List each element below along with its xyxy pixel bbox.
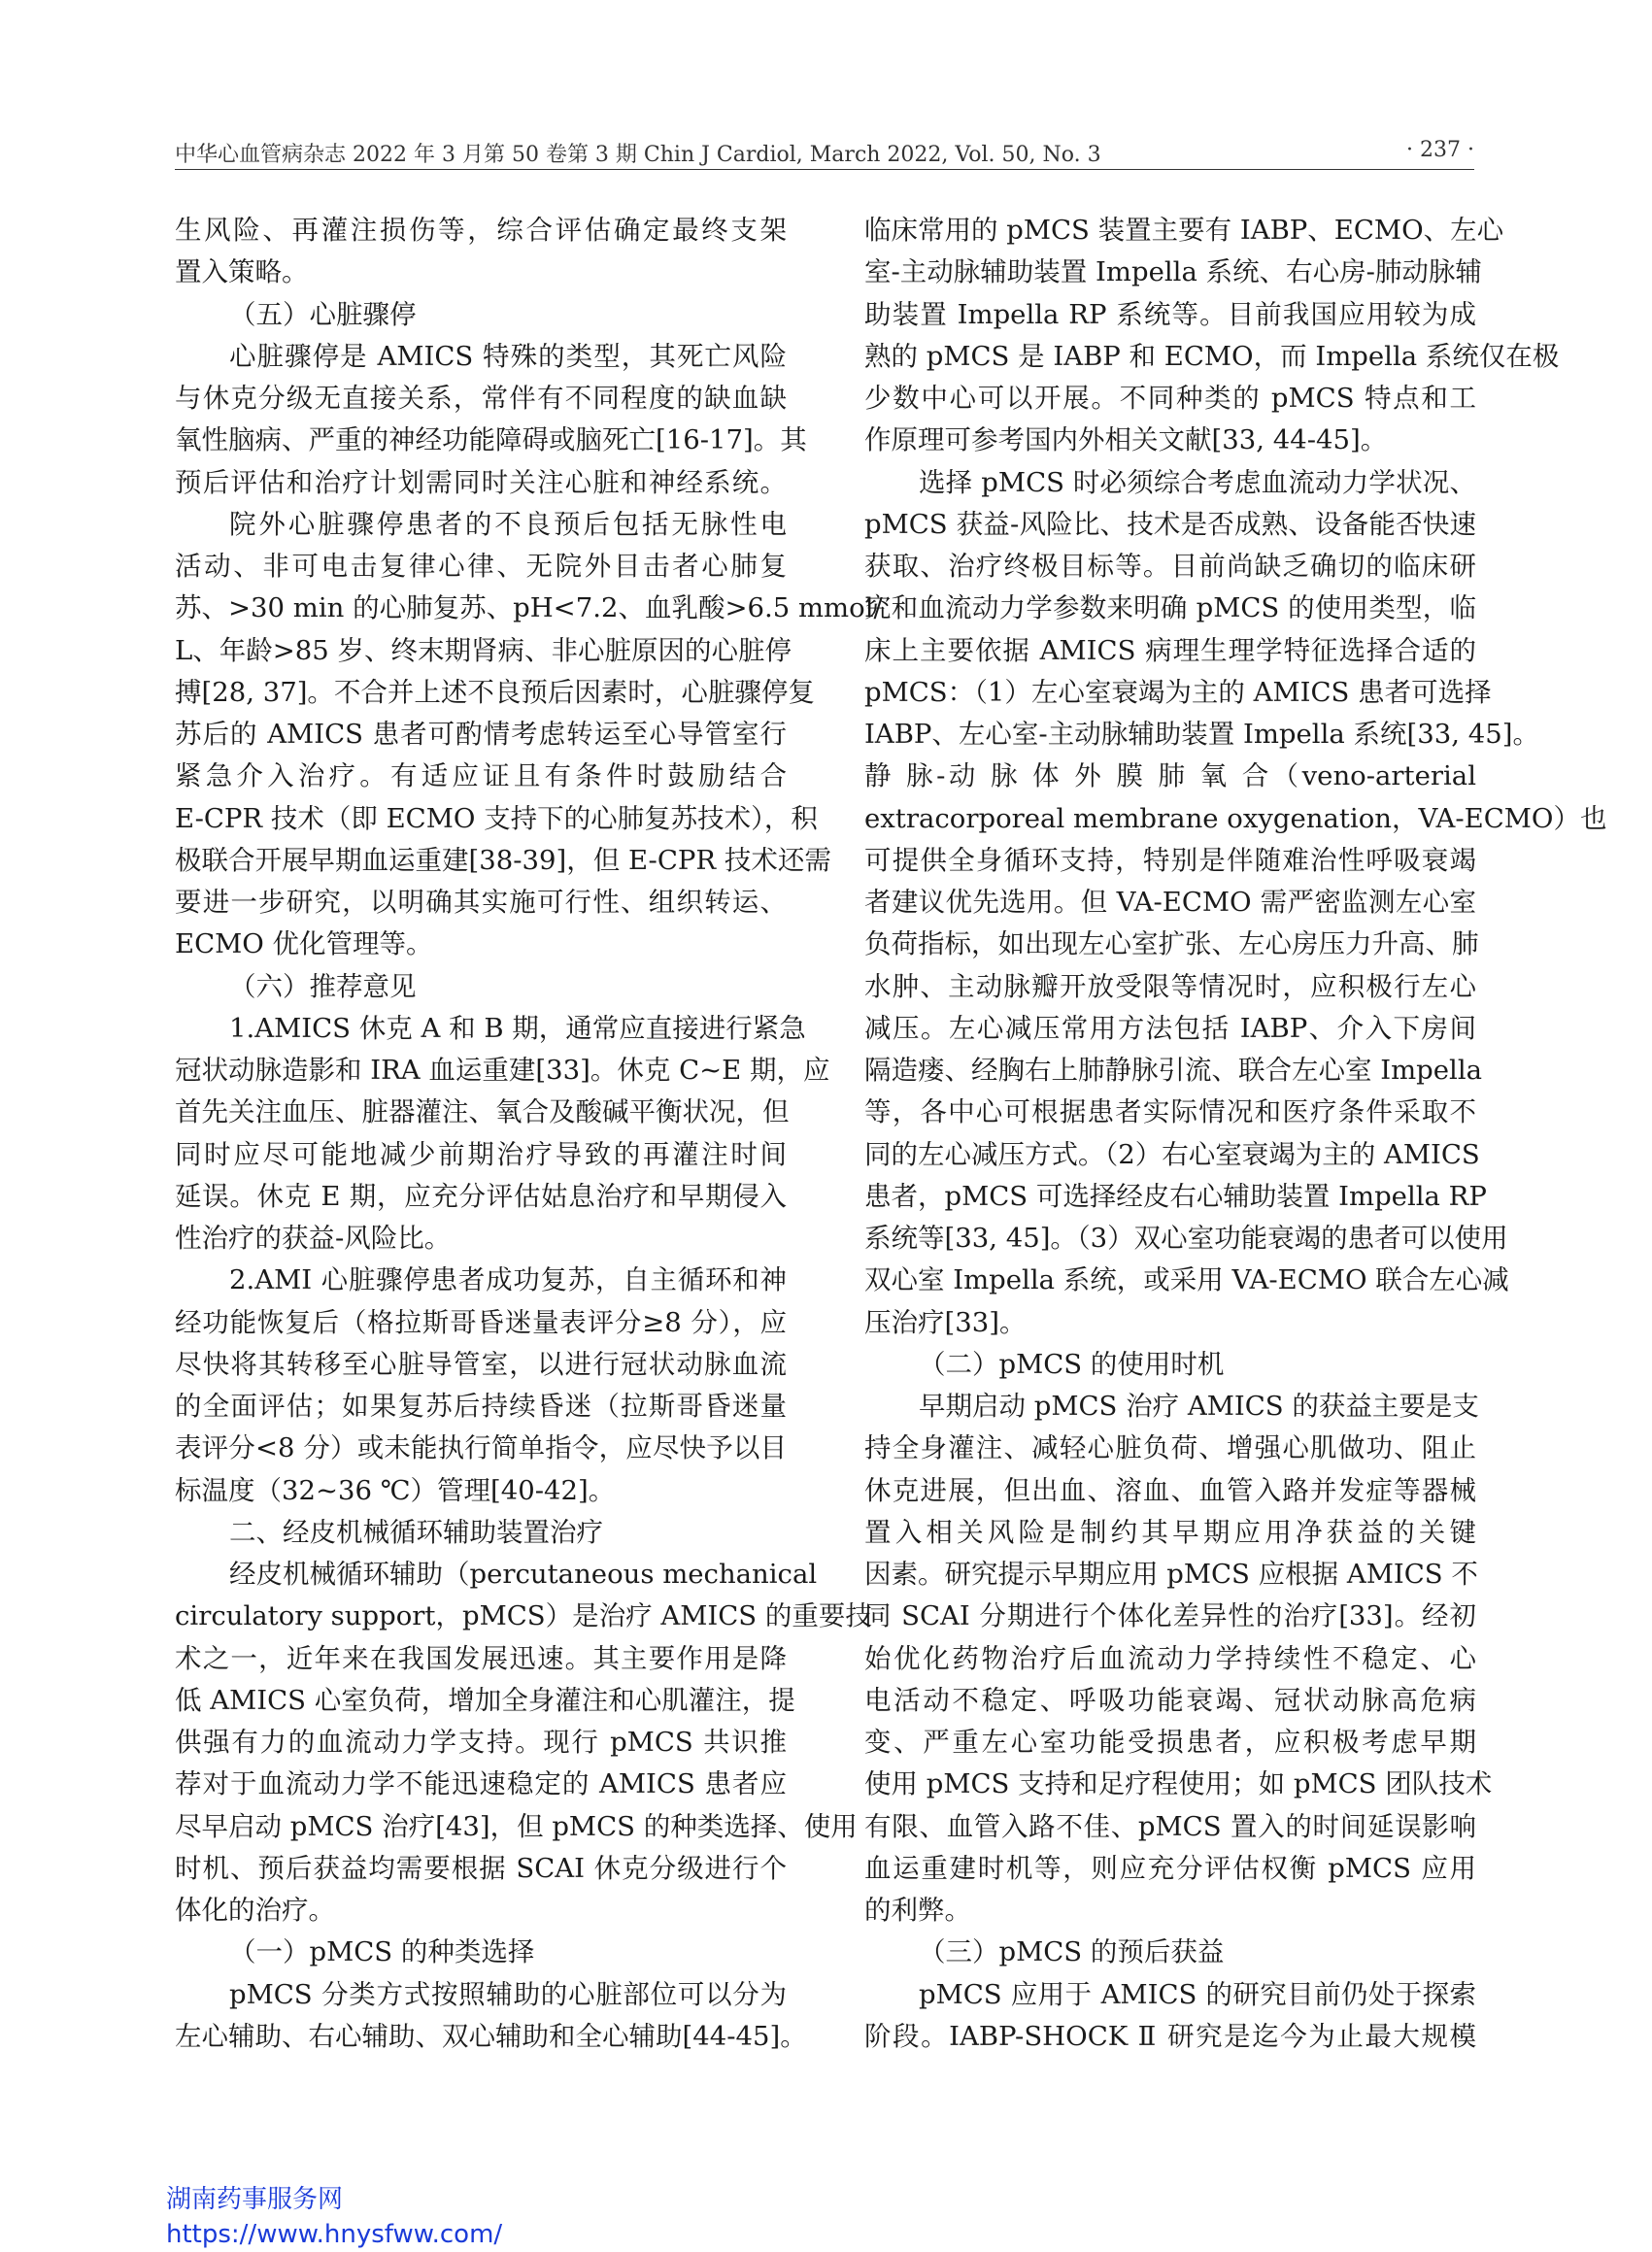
body-line: 1.AMICS 休克 A 和 B 期，通常应直接进行紧急 — [229, 1012, 806, 1044]
subsection-heading: （一）pMCS 的种类选择 — [229, 1936, 535, 1968]
subsection-heading: （三）pMCS 的预后获益 — [919, 1936, 1225, 1968]
body-line: 标温度（32~36 ℃）管理[40-42]。 — [175, 1474, 616, 1506]
body-line: 预后评估和治疗计划需同时关注心脏和神经系统。 — [175, 466, 787, 498]
section-heading: 二、经皮机械循环辅助装置治疗 — [229, 1516, 603, 1548]
body-line: 因素。研究提示早期应用 pMCS 应根据 AMICS 不 — [864, 1559, 1478, 1590]
body-line: 同的左心减压方式。（2）右心室衰竭为主的 AMICS — [864, 1138, 1480, 1170]
body-line: pMCS 获益-风险比、技术是否成熟、设备能否快速 — [864, 508, 1476, 540]
body-line: 隔造瘘、经胸右上肺静脉引流、联合左心室 Impella — [864, 1055, 1483, 1086]
body-line: pMCS 应用于 AMICS 的研究目前仍处于探索 — [919, 1978, 1476, 2010]
running-header — [175, 130, 1474, 169]
body-line: 者建议优先选用。但 VA-ECMO 需严密监测左心室 — [864, 887, 1476, 918]
right-column — [864, 210, 1607, 2058]
body-line: 置入策略。 — [175, 256, 309, 288]
subsection-heading: （六）推荐意见 — [229, 970, 417, 1002]
subsection-heading: （二）pMCS 的使用时机 — [919, 1348, 1225, 1380]
page-number: · 237 · — [1406, 138, 1474, 162]
body-line: 始优化药物治疗后血流动力学持续性不稳定、心 — [864, 1642, 1476, 1674]
body-line: 阶段。IABP-SHOCK Ⅱ 研究是迄今为止最大规模 — [864, 2020, 1476, 2052]
journal-citation: 中华心血管病杂志 2022 年 3 月第 50 卷第 3 期 Chin J Cardiol, March 2022, Vol. 50, No. 3 — [175, 143, 1101, 167]
body-line: 的全面评估；如果复苏后持续昏迷（拉斯哥昏迷量 — [175, 1391, 787, 1422]
body-line: 首先关注血压、脏器灌注、氧合及酸碱平衡状况，但 — [175, 1096, 790, 1128]
body-line: 与休克分级无直接关系，常伴有不同程度的缺血缺 — [175, 383, 787, 414]
body-line: 选择 pMCS 时必须综合考虑血流动力学状况、 — [919, 466, 1476, 498]
body-line: 电活动不稳定、呼吸功能衰竭、冠状动脉高危病 — [864, 1684, 1476, 1716]
watermark-url-link[interactable]: https://www.hnysfww.com/ — [166, 2220, 503, 2249]
body-line: 究和血流动力学参数来明确 pMCS 的使用类型，临 — [864, 592, 1476, 624]
body-line: 室-主动脉辅助装置 Impella 系统、右心房-肺动脉辅 — [864, 256, 1482, 288]
body-line: extracorporeal membrane oxygenation，VA-ECMO）也 — [864, 802, 1607, 834]
body-line: 可提供全身循环支持，特别是伴随难治性呼吸衰竭 — [864, 844, 1476, 876]
body-line: 同时应尽可能地减少前期治疗导致的再灌注时间 — [175, 1138, 787, 1170]
body-line: 尽快将其转移至心脏导管室，以进行冠状动脉血流 — [175, 1348, 787, 1380]
body-line: 活动、非可电击复律心律、无院外目击者心肺复 — [175, 551, 787, 582]
body-line: 搏[28, 37]。不合并上述不良预后因素时，心脏骤停复 — [175, 676, 815, 708]
body-line: 的利弊。 — [864, 1895, 971, 1926]
body-line: 持全身灌注、减轻心脏负荷、增强心肌做功、阻止 — [864, 1432, 1476, 1464]
body-line: 院外心脏骤停患者的不良预后包括无脉性电 — [229, 508, 787, 540]
body-line: 供强有力的血流动力学支持。现行 pMCS 共识推 — [175, 1727, 787, 1758]
body-line: 临床常用的 pMCS 装置主要有 IABP、ECMO、左心 — [864, 215, 1504, 246]
body-line: 极联合开展早期血运重建[38-39]，但 E-CPR 技术还需 — [175, 844, 831, 876]
body-line: 氧性脑病、严重的神经功能障碍或脑死亡[16-17]。其 — [175, 424, 807, 456]
body-line: 2.AMI 心脏骤停患者成功复苏，自主循环和神 — [229, 1264, 787, 1296]
body-line: 苏后的 AMICS 患者可酌情考虑转运至心导管室行 — [175, 719, 787, 750]
body-line: 作原理可参考国内外相关文献[33, 44-45]。 — [864, 424, 1388, 456]
body-line: 同 SCAI 分期进行个体化差异性的治疗[33]。经初 — [864, 1600, 1476, 1632]
body-line: 延误。休克 E 期，应充分评估姑息治疗和早期侵入 — [175, 1180, 787, 1212]
left-column — [175, 210, 883, 2058]
body-line: 少数中心可以开展。不同种类的 pMCS 特点和工 — [864, 383, 1476, 414]
body-line: 双心室 Impella 系统，或采用 VA-ECMO 联合左心减 — [864, 1264, 1509, 1296]
body-line: 荐对于血流动力学不能迅速稳定的 AMICS 患者应 — [175, 1768, 787, 1800]
body-line: pMCS 分类方式按照辅助的心脏部位可以分为 — [229, 1978, 787, 2010]
body-line: 时机、预后获益均需要根据 SCAI 休克分级进行个 — [175, 1852, 787, 1884]
body-line: 使用 pMCS 支持和足疗程使用；如 pMCS 团队技术 — [864, 1768, 1493, 1800]
body-line: 要进一步研究，以明确其实施可行性、组织转运、 — [175, 887, 787, 918]
body-line: 等，各中心可根据患者实际情况和医疗条件采取不 — [864, 1096, 1476, 1128]
body-line: E-CPR 技术（即 ECMO 支持下的心肺复苏技术），积 — [175, 802, 818, 834]
body-line: 术之一，近年来在我国发展迅速。其主要作用是降 — [175, 1642, 787, 1674]
body-line: 血运重建时机等，则应充分评估权衡 pMCS 应用 — [864, 1852, 1476, 1884]
body-line: 床上主要依据 AMICS 病理生理学特征选择合适的 — [864, 634, 1476, 666]
body-line: 表评分<8 分）或未能执行简单指令，应尽快予以目 — [175, 1432, 787, 1464]
body-line: 低 AMICS 心室负荷，增加全身灌注和心肌灌注，提 — [175, 1684, 795, 1716]
body-line: 生风险、再灌注损伤等，综合评估确定最终支架 — [175, 215, 787, 246]
body-line: 水肿、主动脉瓣开放受限等情况时，应积极行左心 — [864, 970, 1476, 1002]
body-line: 尽早启动 pMCS 治疗[43]，但 pMCS 的种类选择、使用 — [175, 1810, 858, 1842]
body-line: 静 脉-动 脉 体 外 膜 肺 氧 合（veno-arterial — [864, 760, 1476, 792]
body-line: 熟的 pMCS 是 IABP 和 ECMO，而 Impella 系统仅在极 — [864, 340, 1560, 372]
body-line: 压治疗[33]。 — [864, 1306, 1027, 1338]
site-watermark — [166, 2182, 502, 2252]
watermark-site-name: 湖南药事服务网 — [166, 2185, 344, 2214]
body-line: 体化的治疗。 — [175, 1895, 335, 1926]
body-line: 性治疗的获益-风险比。 — [175, 1223, 452, 1254]
body-line: 心脏骤停是 AMICS 特殊的类型，其死亡风险 — [229, 340, 787, 372]
body-line: circulatory support，pMCS）是治疗 AMICS 的重要技 — [175, 1600, 872, 1632]
body-line: 紧急介入治疗。有适应证且有条件时鼓励结合 — [175, 760, 787, 792]
body-line: 减压。左心减压常用方法包括 IABP、介入下房间 — [864, 1012, 1476, 1044]
body-line: IABP、左心室-主动脉辅助装置 Impella 系统[33, 45]。 — [864, 719, 1539, 750]
body-line: 助装置 Impella RP 系统等。目前我国应用较为成 — [864, 298, 1476, 330]
body-line: 冠状动脉造影和 IRA 血运重建[33]。休克 C~E 期，应 — [175, 1055, 830, 1086]
body-line: 获取、治疗终极目标等。目前尚缺乏确切的临床研 — [864, 551, 1476, 582]
body-line: pMCS：（1）左心室衰竭为主的 AMICS 患者可选择 — [864, 676, 1492, 708]
body-line: L、年龄>85 岁、终末期肾病、非心脏原因的心脏停 — [175, 634, 792, 666]
body-line: 早期启动 pMCS 治疗 AMICS 的获益主要是支 — [919, 1391, 1479, 1422]
body-line: 系统等[33, 45]。（3）双心室功能衰竭的患者可以使用 — [864, 1223, 1508, 1254]
body-line: 经皮机械循环辅助（percutaneous mechanical — [229, 1559, 818, 1590]
body-line: 左心辅助、右心辅助、双心辅助和全心辅助[44-45]。 — [175, 2020, 807, 2052]
body-line: 置入相关风险是制约其早期应用净获益的关键 — [864, 1516, 1476, 1548]
body-line: 有限、血管入路不佳、pMCS 置入的时间延误影响 — [864, 1810, 1476, 1842]
header-rule — [175, 169, 1474, 170]
body-line: 经功能恢复后（格拉斯哥昏迷量表评分≥8 分），应 — [175, 1306, 787, 1338]
body-line: ECMO 优化管理等。 — [175, 928, 433, 960]
subsection-heading: （五）心脏骤停 — [229, 298, 417, 330]
body-line: 休克进展，但出血、溶血、血管入路并发症等器械 — [864, 1474, 1476, 1506]
body-line: 变、严重左心室功能受损患者，应积极考虑早期 — [864, 1727, 1476, 1758]
body-line: 患者，pMCS 可选择经皮右心辅助装置 Impella RP — [864, 1180, 1487, 1212]
body-line: 苏、>30 min 的心肺复苏、pH<7.2、血乳酸>6.5 mmol/ — [175, 592, 883, 624]
body-line: 负荷指标，如出现左心室扩张、左心房压力升高、肺 — [864, 928, 1479, 960]
